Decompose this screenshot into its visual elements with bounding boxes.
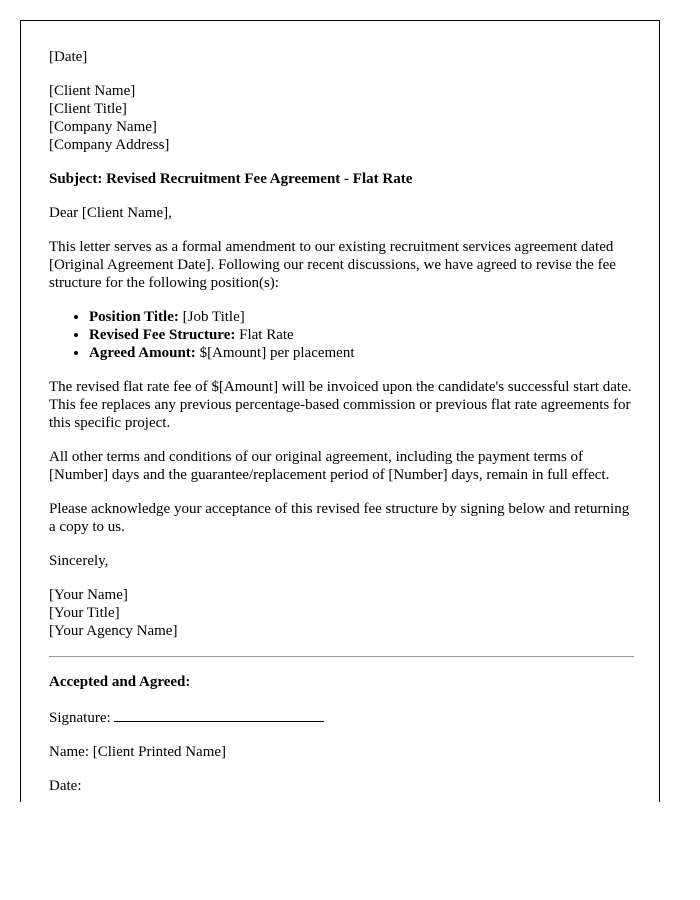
section-divider (49, 656, 634, 657)
intro-paragraph: This letter serves as a formal amendment to our existing recruitment services agreement dated [Original Agreement Date]. Following our recent discussions, we have agreed to revise the fee structure for the following position(s): (49, 239, 616, 291)
recipient-title: [Client Title] (49, 101, 127, 117)
signature-line[interactable] (114, 707, 324, 722)
term-value: Flat Rate (235, 327, 294, 343)
signature-row (49, 707, 634, 727)
fee-paragraph: The revised flat rate fee of $[Amount] will be invoiced upon the candidate's successful start date. This fee replaces any previous percentage-based commission or previous flat rate agreements for this specific project. (49, 379, 632, 431)
recipient-name: [Client Name] (49, 83, 136, 99)
sender-block (49, 586, 634, 640)
signature-label: Signature: (49, 710, 115, 726)
closing: Sincerely, (49, 553, 109, 569)
term-item-fee-structure (89, 326, 634, 344)
letter-page (20, 20, 660, 802)
client-name-line: Name: [Client Printed Name] (49, 744, 227, 760)
terms-list (49, 308, 634, 362)
term-label: Agreed Amount: (89, 345, 196, 361)
letter-date: [Date] (49, 49, 88, 65)
term-value: $[Amount] per placement (195, 345, 355, 361)
salutation: Dear [Client Name], (49, 205, 172, 221)
recipient-address: [Company Address] (49, 137, 170, 153)
letter-content (49, 48, 634, 802)
sender-title: [Your Title] (49, 605, 120, 621)
term-label: Revised Fee Structure: (89, 327, 236, 343)
term-value: [Job Title] (178, 309, 245, 325)
term-item-amount (89, 344, 634, 362)
recipient-block (49, 82, 634, 154)
sender-name: [Your Name] (49, 587, 128, 603)
acknowledge-paragraph: Please acknowledge your acceptance of this revised fee structure by signing below and returning a copy to us. (49, 501, 630, 535)
acceptance-heading: Accepted and Agreed: (49, 674, 191, 690)
sender-agency: [Your Agency Name] (49, 623, 178, 639)
subject-line: Subject: Revised Recruitment Fee Agreement - Flat Rate (49, 171, 413, 187)
term-item-position (89, 308, 634, 326)
terms-paragraph: All other terms and conditions of our original agreement, including the payment terms of [Number] days and the guarantee/replacement period of [Number] days, remain in full effect. (49, 449, 610, 483)
term-label: Position Title: (89, 309, 179, 325)
recipient-company: [Company Name] (49, 119, 157, 135)
date-line: Date: (49, 778, 82, 794)
